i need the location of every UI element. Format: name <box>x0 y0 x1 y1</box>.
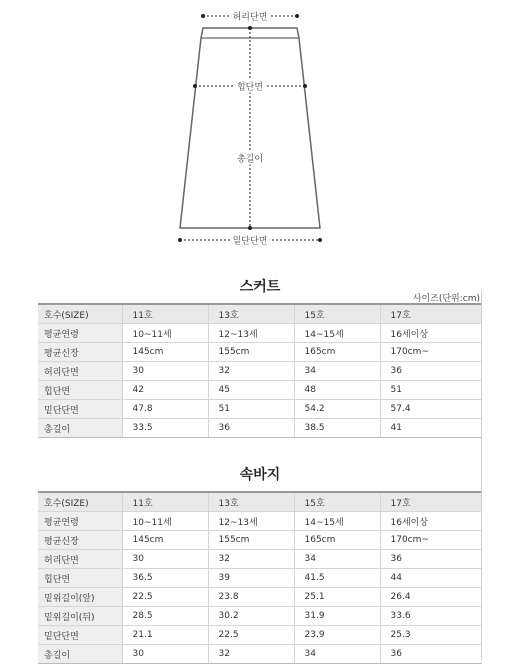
table-row <box>38 324 482 343</box>
value-cell: 14~15세 <box>294 324 380 343</box>
table-row <box>38 626 482 645</box>
table-row <box>38 381 482 400</box>
total-length-label: 총길이 <box>235 152 265 165</box>
hip-label: 힙단면 <box>235 80 265 93</box>
value-cell: 32 <box>208 550 294 569</box>
value-cell: 51 <box>208 400 294 419</box>
value-cell: 28.5 <box>122 607 208 626</box>
value-cell: 25.3 <box>380 626 482 645</box>
row-label-cell: 허리단면 <box>38 362 122 381</box>
skirt-section-title: 스커트 <box>239 279 281 295</box>
value-cell: 16세이상 <box>380 512 482 531</box>
header-size-cell: 13호 <box>208 304 294 324</box>
value-cell: 48 <box>294 381 380 400</box>
table-row <box>38 588 482 607</box>
header-size-label: 호수(SIZE) <box>38 304 122 324</box>
value-cell: 12~13세 <box>208 324 294 343</box>
row-label-cell: 평균연령 <box>38 512 122 531</box>
value-cell: 32 <box>208 645 294 664</box>
waist-label: 허리단면 <box>231 10 270 23</box>
row-label-cell: 힙단면 <box>38 381 122 400</box>
value-cell: 23.8 <box>208 588 294 607</box>
value-cell: 39 <box>208 569 294 588</box>
pants-section-title: 속바지 <box>239 467 281 483</box>
value-cell: 145cm <box>122 343 208 362</box>
table-row <box>38 550 482 569</box>
value-cell: 38.5 <box>294 419 380 438</box>
value-cell: 36.5 <box>122 569 208 588</box>
row-label-cell: 평균신장 <box>38 531 122 550</box>
table-row <box>38 607 482 626</box>
pants-size-table <box>38 491 482 664</box>
value-cell: 21.1 <box>122 626 208 645</box>
value-cell: 36 <box>208 419 294 438</box>
skirt-outline-drawing <box>0 0 520 255</box>
value-cell: 51 <box>380 381 482 400</box>
table-row <box>38 362 482 381</box>
value-cell: 36 <box>380 550 482 569</box>
value-cell: 47.8 <box>122 400 208 419</box>
value-cell: 25.1 <box>294 588 380 607</box>
table-row <box>38 512 482 531</box>
value-cell: 32 <box>208 362 294 381</box>
value-cell: 23.9 <box>294 626 380 645</box>
value-cell: 155cm <box>208 531 294 550</box>
table-row <box>38 645 482 664</box>
hem-label: 밑단단면 <box>231 234 270 247</box>
row-label-cell: 힙단면 <box>38 569 122 588</box>
value-cell: 145cm <box>122 531 208 550</box>
value-cell: 170cm~ <box>380 531 482 550</box>
value-cell: 155cm <box>208 343 294 362</box>
value-cell: 10~11세 <box>122 512 208 531</box>
value-cell: 30 <box>122 645 208 664</box>
header-size-cell: 11호 <box>122 492 208 512</box>
header-size-cell: 11호 <box>122 304 208 324</box>
value-cell: 12~13세 <box>208 512 294 531</box>
value-cell: 36 <box>380 362 482 381</box>
value-cell: 30.2 <box>208 607 294 626</box>
value-cell: 10~11세 <box>122 324 208 343</box>
value-cell: 45 <box>208 381 294 400</box>
table-row <box>38 343 482 362</box>
value-cell: 31.9 <box>294 607 380 626</box>
value-cell: 170cm~ <box>380 343 482 362</box>
table-header-row <box>38 492 482 512</box>
value-cell: 22.5 <box>208 626 294 645</box>
row-label-cell: 총길이 <box>38 419 122 438</box>
row-label-cell: 평균신장 <box>38 343 122 362</box>
skirt-size-table <box>38 303 482 438</box>
value-cell: 22.5 <box>122 588 208 607</box>
table-row <box>38 531 482 550</box>
value-cell: 30 <box>122 550 208 569</box>
row-label-cell: 밑위길이(뒤) <box>38 607 122 626</box>
value-cell: 165cm <box>294 343 380 362</box>
value-cell: 41.5 <box>294 569 380 588</box>
value-cell: 14~15세 <box>294 512 380 531</box>
row-label-cell: 밑위길이(앞) <box>38 588 122 607</box>
header-size-cell: 13호 <box>208 492 294 512</box>
row-label-cell: 총길이 <box>38 645 122 664</box>
table-row <box>38 569 482 588</box>
header-size-cell: 17호 <box>380 304 482 324</box>
header-size-label: 호수(SIZE) <box>38 492 122 512</box>
row-label-cell: 밑단단면 <box>38 626 122 645</box>
header-size-cell: 15호 <box>294 492 380 512</box>
value-cell: 41 <box>380 419 482 438</box>
value-cell: 44 <box>380 569 482 588</box>
value-cell: 30 <box>122 362 208 381</box>
value-cell: 34 <box>294 362 380 381</box>
value-cell: 26.4 <box>380 588 482 607</box>
value-cell: 36 <box>380 645 482 664</box>
row-label-cell: 허리단면 <box>38 550 122 569</box>
value-cell: 34 <box>294 645 380 664</box>
table-row <box>38 400 482 419</box>
skirt-measurement-diagram <box>0 0 520 255</box>
table-header-row <box>38 304 482 324</box>
value-cell: 57.4 <box>380 400 482 419</box>
value-cell: 16세이상 <box>380 324 482 343</box>
table-row <box>38 419 482 438</box>
value-cell: 33.6 <box>380 607 482 626</box>
page-edge-rule <box>481 290 482 660</box>
row-label-cell: 밑단단면 <box>38 400 122 419</box>
value-cell: 54.2 <box>294 400 380 419</box>
header-size-cell: 15호 <box>294 304 380 324</box>
value-cell: 165cm <box>294 531 380 550</box>
header-size-cell: 17호 <box>380 492 482 512</box>
value-cell: 42 <box>122 381 208 400</box>
value-cell: 33.5 <box>122 419 208 438</box>
row-label-cell: 평균연령 <box>38 324 122 343</box>
value-cell: 34 <box>294 550 380 569</box>
unit-note: 사이즈(단위:cm) <box>412 294 480 304</box>
